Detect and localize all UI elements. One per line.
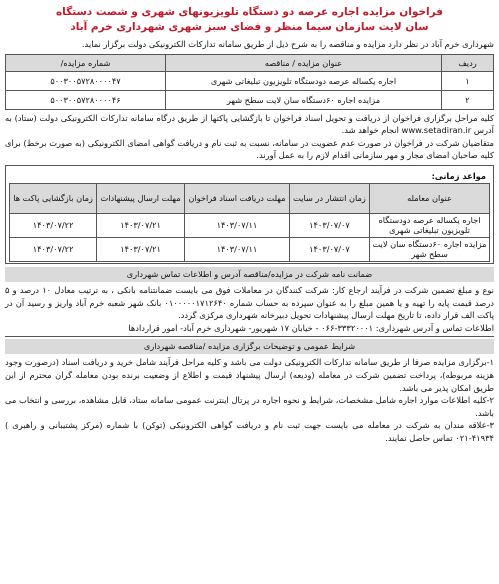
setad-paragraph: کلیه مراحل برگزاری فراخوان از دریافت و تحویل اسناد فراخوان تا بازگشایی پاکتها از طریق درگاه سامانه تدارکات الکترونیکی دولت (ستاد) به آدرس www.setadiran.ir انجام خواهد شد. <box>5 112 494 136</box>
auction-table-header <box>6 54 494 71</box>
deal-title: اجاره یکساله عرصه دودستگاه تلویزیون تبلیغاتی شهری <box>370 213 490 237</box>
row-number: ۱ <box>442 71 494 90</box>
publish-date: ۱۴۰۳/۰۷/۰۷ <box>289 237 369 261</box>
header-row-number: ردیف <box>442 54 494 71</box>
announcement-title <box>5 3 494 35</box>
receive-deadline: ۱۴۰۳/۰۷/۱۱ <box>184 237 289 261</box>
publish-date: ۱۴۰۳/۰۷/۰۷ <box>289 213 369 237</box>
contact-paragraph: اطلاعات تماس و آدرس شهرداری: ۳۳۳۲۰۰۰۱-۰۶۶ - خیابان ۱۷ شهریور- شهرداری خرم آباد- امور قراردادها <box>128 322 494 333</box>
table-row <box>6 90 494 109</box>
condition-2: ۲-کلیه اطلاعات موارد اجاره شامل مشخصات، شرایط و نحوه اجاره در پرتال اینترنت عمومی سامانه ستاد، قابل مشاهده، بررسی و انتخاب می باشد. <box>5 395 494 418</box>
header-deal-title: عنوان معامله <box>370 183 490 213</box>
deal-title: مزایده اجاره ۶۰دستگاه سان لایت سطح شهر <box>370 237 490 261</box>
opening-date: ۱۴۰۳/۰۷/۲۲ <box>10 237 97 261</box>
header-submit-deadline: مهلت ارسال پیشنهادات <box>97 183 185 213</box>
schedule-table-header <box>10 183 490 213</box>
submit-deadline: ۱۴۰۳/۰۷/۲۱ <box>97 213 185 237</box>
auction-list-table <box>5 54 494 110</box>
condition-3: ۳-علاقه مندان به شرکت در معامله می بایست جهت ثبت نام و دریافت گواهی الکترونیکی (توکن) با شماره (مرکز پشتیبانی و راهبری ) ۴۱۹۳۴-۰۲۱ تماس حاصل نمایند. <box>5 420 494 443</box>
header-receive-deadline: مهلت دریافت اسناد فراخوان <box>184 183 289 213</box>
auction-title: اجاره یکساله عرصه دودستگاه تلویزیون تبلیغاتی شهری <box>166 71 442 90</box>
submit-deadline: ۱۴۰۳/۰۷/۲۱ <box>97 237 185 261</box>
receive-deadline: ۱۴۰۳/۰۷/۱۱ <box>184 213 289 237</box>
schedule-heading: مواعد زمانی: <box>431 170 486 181</box>
condition-1: ۱-برگزاری مزایده صرفا از طریق سامانه تدارکات الکترونیکی دولت می باشد و کلیه مراحل فرآیند شامل خرید و دریافت اسناد (درصورت وجود هزینه مربوطه)، پرداخت تضمین شرکت در معامله (ودیعه) ارسال پیشنهاد قیمت و اطلاع از وضعیت برنده بودن معامله گران محترم از این طریق امکان پذیر می باشد. <box>5 357 494 393</box>
guarantee-section-heading: ضمانت نامه شرکت در مزایده/مناقصه آدرس و اطلاعات تماس شهرداری <box>5 267 494 282</box>
members-paragraph: متقاضیان شرکت در فراخوان در صورت عدم عضویت در سامانه، نسبت به ثبت نام و دریافت گواهی امضای الکترونیکی (به صورت برخط) برای کلیه صاحبان امضای مجاز و مهر سازمانی اقدام لازم را به عمل آورند. <box>5 137 494 161</box>
row-number: ۲ <box>442 90 494 109</box>
header-publish-date: زمان انتشار در سایت <box>289 183 369 213</box>
guarantee-paragraph: نوع و مبلغ تضمین شرکت در فرآیند ارجاع کار: شرکت کنندگان در معاملات فوق می بایست ضمانتنامه بانکی ، به ترتیب معادل ۱۰ درصد و ۵ درصد قیمت پایه را تهیه و یا همین مبلغ را به عنوان سپرده به حساب شماره ۰۱۰۰۰۰۰۱۷۱۲۶۴۰ بانک شهر شعبه خرم آباد واریز و رسید آن در پاکت الف قرار داده، تا تاریخ مهلت ارسال پیشنهادات تحویل دبیرخانه شهرداری مرکزی گردد. <box>5 284 494 321</box>
auction-number: ۵۰۰۳۰۰۵۷۲۸۰۰۰۰۴۶ <box>6 90 166 109</box>
auction-number: ۵۰۰۳۰۰۵۷۲۸۰۰۰۰۴۷ <box>6 71 166 90</box>
opening-date: ۱۴۰۳/۰۷/۲۲ <box>10 213 97 237</box>
auction-title: مزایده اجاره ۶۰دستگاه سان لایت سطح شهر <box>166 90 442 109</box>
schedule-table <box>9 183 490 262</box>
header-auction-number: شماره مزایده/ <box>6 54 166 71</box>
title-line-2: سان لایت سازمان سیما منظر و فضای سبز شهری شهرداری خرم آباد <box>70 21 429 33</box>
section-divider <box>5 336 494 337</box>
table-row <box>10 237 490 261</box>
title-line-1: فراخوان مزایده اجاره عرصه دو دستگاه تلویزیونهای شهری و شصت دستگاه <box>55 6 444 18</box>
table-row <box>10 213 490 237</box>
intro-paragraph: شهرداری خرم آباد در نظر دارد مزایده و مناقصه را به شرح ذیل از طریق سامانه تدارکات الکترونیکی دولت برگزار نماید. <box>81 39 494 49</box>
header-auction-title: عنوان مزایده / مناقصه <box>166 54 442 71</box>
schedule-box <box>5 165 494 264</box>
conditions-section-heading: شرایط عمومی و توضیحات برگزاری مزایده /مناقصه شهرداری <box>5 339 494 354</box>
header-opening-date: زمان بازگشایی پاکت ها <box>10 183 97 213</box>
table-row <box>6 71 494 90</box>
